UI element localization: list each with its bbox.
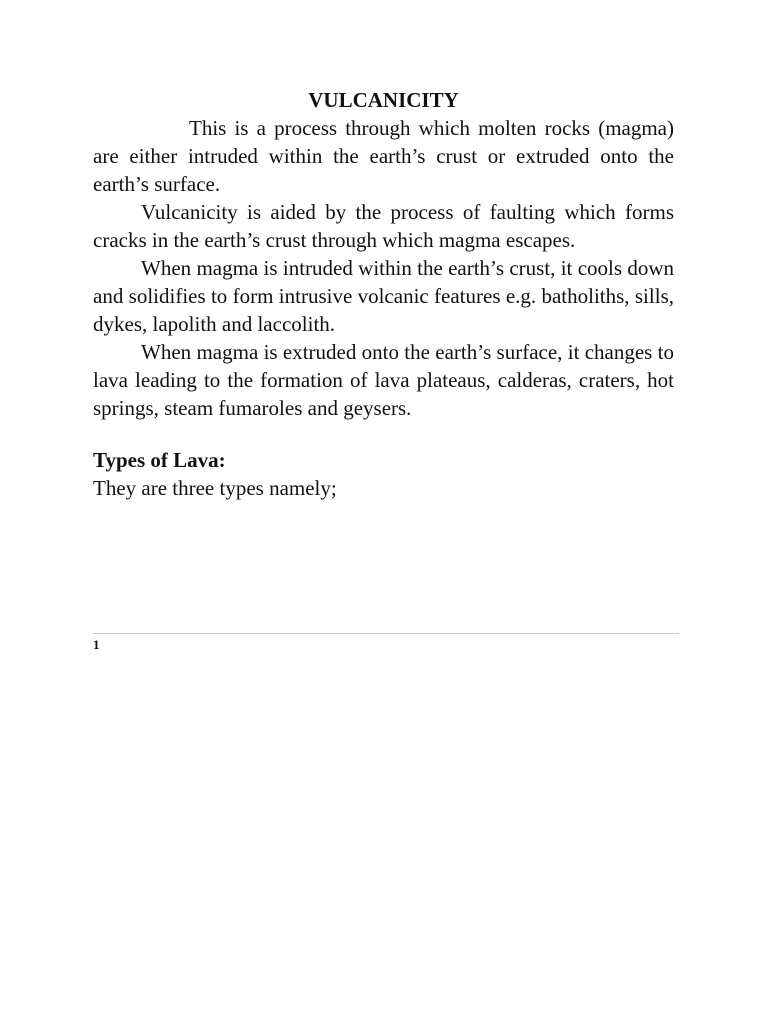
footer-divider [93, 633, 679, 634]
section-intro: They are three types namely; [93, 476, 337, 500]
page-body [93, 86, 674, 502]
section-heading: Types of Lava: [93, 448, 226, 472]
paragraph-faulting: Vulcanicity is aided by the process of faulting which forms cracks in the earth’s crust through which magma escapes. [93, 200, 674, 252]
paragraph-intrusive: When magma is intruded within the earth’s crust, it cools down and solidifies to form intrusive volcanic features e.g. batholiths, sills, dykes, lapolith and laccolith. [93, 256, 674, 336]
paragraph-extrusive: When magma is extruded onto the earth’s surface, it changes to lava leading to the formation of lava plateaus, calderas, craters, hot springs, steam fumaroles and geysers. [93, 340, 674, 420]
page-number: 1 [93, 637, 100, 652]
paragraph-definition: This is a process through which molten rocks (magma) are either intruded within the earth’s crust or extruded onto the earth’s surface. [93, 116, 674, 196]
page-title: VULCANICITY [308, 88, 459, 112]
